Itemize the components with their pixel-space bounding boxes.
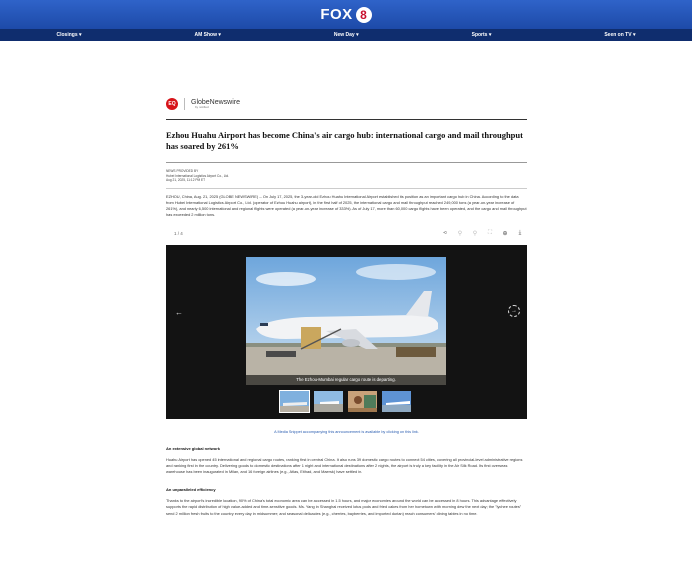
provider-divider	[166, 188, 527, 189]
header-divider	[166, 119, 527, 120]
headline-divider	[166, 162, 527, 163]
previous-image-arrow-icon[interactable]: ←	[175, 307, 183, 317]
publish-date: Aug 21, 2025, 11:12 PM ET	[166, 178, 206, 183]
globenewswire-name: GlobeNewswire	[191, 99, 241, 106]
thumbnail-3[interactable]	[347, 390, 378, 413]
brand-divider	[184, 98, 185, 110]
site-logo[interactable]	[320, 6, 371, 23]
nav-seen-on-tv[interactable]: Seen on TV ▾	[604, 32, 636, 38]
eq-badge: EQ	[166, 98, 178, 110]
provider-name[interactable]: Hubei International Logistics Airport Co., Ltd.	[166, 173, 230, 178]
media-snippet-link[interactable]: A Media Snippet accompanying this announcement is available by clicking on this link.	[274, 429, 419, 434]
image-caption: The Ezhou-Mumbai regular cargo route is departing.	[246, 375, 446, 385]
section-text-network: Huahu Airport has opened 45 international and regional cargo routes, ranking first in central China. It also runs 39 domestic cargo routes to connect 54 cities, covering all provincial-level administrative regions and ranking first in the country. Delivering goods to domestic destinations after 1 night and international destinations after 2 nights, the airport is truly a key facility in the Air Silk Road. Its first overseas warehouse has been inaugurated in Milan, and 16 foreign airlines (e.g., Atlas, Etihad, and Maersk) have settled in.	[166, 456, 523, 474]
logo-number: 8	[356, 7, 372, 23]
section-title-efficiency: An unparalleled efficiency	[166, 487, 216, 493]
logo-text: FOX	[320, 6, 353, 23]
globenewswire-logo[interactable]	[191, 99, 240, 109]
nav-closings[interactable]: Closings ▾	[56, 32, 82, 38]
gallery-toolbar	[166, 230, 527, 238]
section-title-network: An extensive global network	[166, 445, 221, 451]
gallery-tools	[442, 231, 523, 237]
share-icon[interactable]: ⪦	[443, 230, 447, 237]
nav-sports[interactable]: Sports ▾	[471, 32, 492, 38]
zoom-in-icon[interactable]: ⚲	[472, 231, 478, 238]
thumbnail-4[interactable]	[381, 390, 412, 413]
lead-paragraph: EZHOU, China, Aug. 21, 2025 (GLOBE NEWSWIRE) -- On July 17, 2025, the 3-year-old Ezhou Huahu International Airport established its position as an important cargo hub in China. According to the data from Hubei International Logistics Airport Co., Ltd. (operator of Ezhou Huahu airport), in the first half of 2025, the international cargo and mail throughput reached 249,000 tons (a year-on-year increase of 261%), and nearly 6,500 international and regional flights were operated (a year-on-year increase of 333%). As of July 17, more than 60,000 cargo flights have been operated, and the cargo and mail throughput has exceeded 2 million tons.	[166, 193, 527, 218]
site-header	[0, 0, 692, 29]
fullscreen-icon[interactable]: ⛶	[487, 230, 493, 237]
globenewswire-brand	[166, 95, 527, 113]
nav-am-show[interactable]: AM Show ▾	[194, 32, 221, 38]
globenewswire-sub: by notified	[195, 105, 209, 109]
next-image-arrow-icon[interactable]: →	[508, 305, 520, 317]
download-icon[interactable]: ⤓	[518, 230, 522, 237]
image-viewer	[166, 245, 527, 419]
article-headline: Ezhou Huahu Airport has become China's air cargo hub: international cargo and mail throughput has soared by 261%	[166, 130, 523, 151]
gallery-counter: 1 / 4	[174, 231, 183, 237]
press-release	[166, 95, 527, 517]
thumbnail-strip	[279, 390, 412, 413]
zoom-out-icon[interactable]: ⚲	[457, 231, 463, 238]
provided-by-label: NEWS PROVIDED BY	[166, 169, 199, 173]
main-nav	[0, 29, 692, 41]
cargo-plane-photo	[246, 257, 446, 385]
provider-block	[166, 169, 527, 183]
add-icon[interactable]: ⊕	[502, 231, 508, 238]
nav-new-day[interactable]: New Day ▾	[333, 32, 359, 38]
thumbnail-1[interactable]	[279, 390, 310, 413]
section-text-efficiency: Thanks to the airport's incredible location, 90% of China's total economic area can be accessed in 1.5 hours, and major economies around the world can be accessed in 8 hours. This advantage effectively supports the rapid distribution of high value-added and time-sensitive goods. Ms. Yang in Shanghai received lotus pods and fried cakes from her hometown with morning dew the next day; the "lychee routes" send 2 million fresh fruits to the country every day in midsummer; and seasonal delicacies (e.g., cherries, bayberries, and imported durian) reach consumers' dining tables in no time.	[166, 498, 522, 516]
thumbnail-2[interactable]	[313, 390, 344, 413]
